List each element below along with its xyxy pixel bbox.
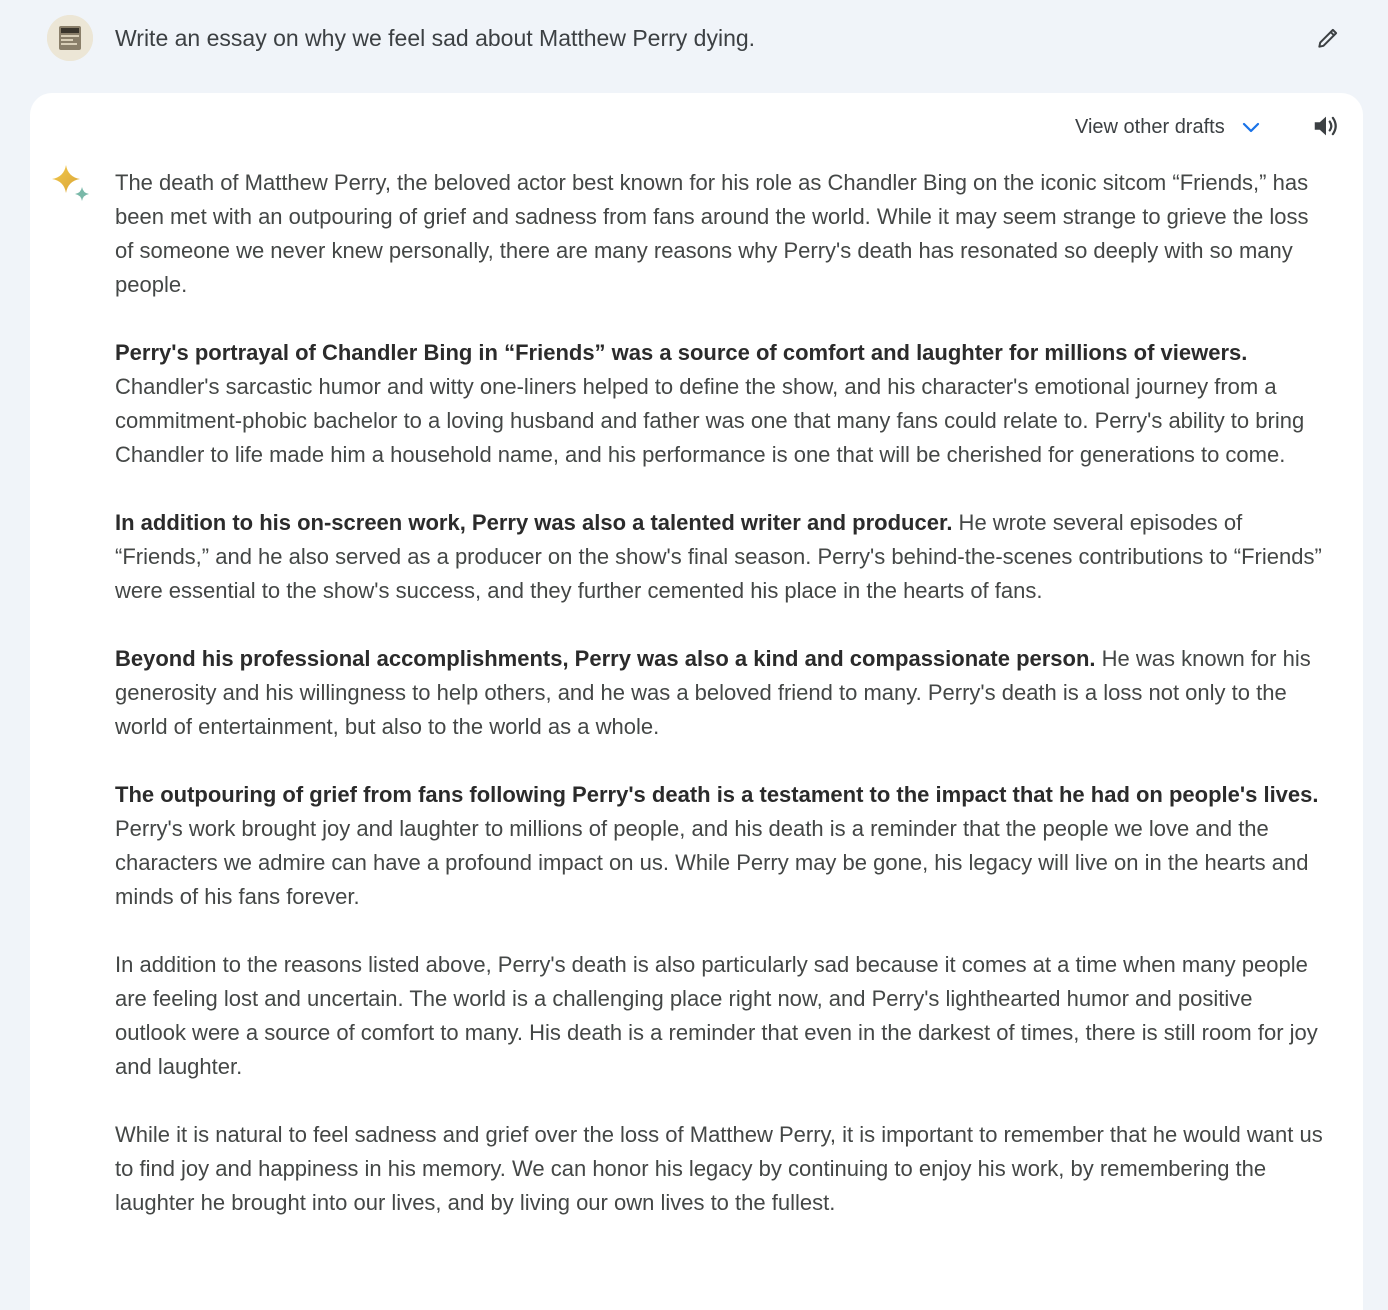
paragraph-body: He was known for his generosity and his willingness to help others, and he was a beloved friend to many. Perry's death is a loss not only to the world of entertainment, but also to the world as a whole. <box>115 646 1311 739</box>
sparkle-icon <box>50 163 92 205</box>
paragraph-lead: In addition to his on-screen work, Perry was also a talented writer and producer. <box>115 510 953 535</box>
response-paragraph <box>115 166 1325 302</box>
paragraph-lead: Beyond his professional accomplishments, Perry was also a kind and compassionate person. <box>115 646 1096 671</box>
response-paragraph <box>115 506 1325 608</box>
response-paragraph <box>115 336 1325 472</box>
paragraph-body: He wrote several episodes of “Friends,” and he also served as a producer on the show's final season. Perry's behind-the-scenes contributions to “Friends” were essential to the show's success, and they further cemented his place in the hearts of fans. <box>115 510 1322 603</box>
paragraph-lead: The outpouring of grief from fans following Perry's death is a testament to the impact that he had on people's lives. <box>115 782 1319 807</box>
response-paragraph <box>115 948 1325 1084</box>
view-other-drafts-button[interactable] <box>1075 109 1263 145</box>
paragraph-body: In addition to the reasons listed above, Perry's death is also particularly sad because it comes at a time when many people are feeling lost and uncertain. The world is a challenging place right now, and Perry's lighthearted humor and positive outlook were a source of comfort to many. His death is a reminder that even in the darkest of times, there is still room for joy and laughter. <box>115 952 1318 1079</box>
user-prompt-row <box>0 0 1388 80</box>
response-text <box>115 166 1325 1254</box>
paragraph-body: Perry's work brought joy and laughter to millions of people, and his death is a reminder that the people we love and the characters we admire can have a profound impact on us. While Perry may be gone, his legacy will live on in the hearts and minds of his fans forever. <box>115 816 1309 909</box>
user-avatar[interactable] <box>47 15 93 61</box>
edit-prompt-button[interactable] <box>1308 18 1348 58</box>
chevron-down-icon <box>1239 115 1263 139</box>
read-aloud-button[interactable] <box>1308 108 1344 144</box>
paragraph-body: Chandler's sarcastic humor and witty one-liners helped to define the show, and his character's emotional journey from a commitment-phobic bachelor to a loving husband and father was one that many fans could relate to. Perry's ability to bring Chandler to life made him a household name, and his performance is one that will be cherished for generations to come. <box>115 374 1305 467</box>
speaker-icon <box>1311 111 1341 141</box>
view-other-drafts-label: View other drafts <box>1075 115 1225 138</box>
avatar-image <box>47 15 93 61</box>
response-paragraph <box>115 642 1325 744</box>
paragraph-lead: Perry's portrayal of Chandler Bing in “Friends” was a source of comfort and laughter for millions of viewers. <box>115 340 1248 365</box>
paragraph-body: While it is natural to feel sadness and grief over the loss of Matthew Perry, it is important to remember that he would want us to find joy and happiness in his memory. We can honor his legacy by continuing to enjoy his work, by remembering the laughter he brought into our lives, and by living our own lives to the fullest. <box>115 1122 1323 1215</box>
paragraph-body: The death of Matthew Perry, the beloved actor best known for his role as Chandler Bing on the iconic sitcom “Friends,” has been met with an outpouring of grief and sadness from fans around the world. While it may seem strange to grieve the loss of someone we never knew personally, there are many reasons why Perry's death has resonated so deeply with so many people. <box>115 170 1309 297</box>
response-paragraph <box>115 778 1325 914</box>
prompt-text: Write an essay on why we feel sad about Matthew Perry dying. <box>115 25 756 51</box>
response-card <box>30 93 1363 1310</box>
pencil-icon <box>1315 25 1341 51</box>
response-paragraph <box>115 1118 1325 1220</box>
